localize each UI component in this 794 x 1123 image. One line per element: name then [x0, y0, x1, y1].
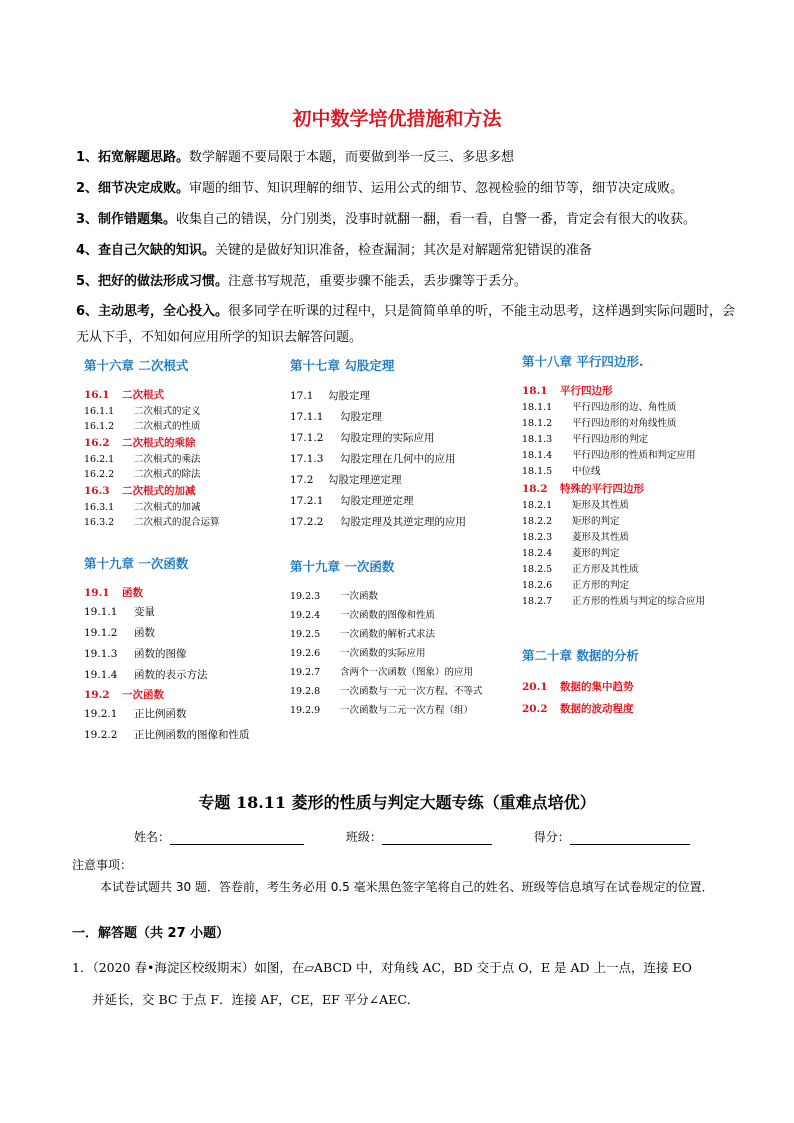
chapter-item-list	[290, 587, 510, 720]
toc-entry-text: 一次函数的实际应用	[340, 648, 426, 659]
toc-entry-text: 二次根式的除法	[134, 469, 201, 480]
toc-entry-number: 16.1.1	[84, 406, 115, 417]
question-1-line-2: 并延长，交 BC 于点 F．连接 AF，CE，EF 平分∠AEC．	[92, 992, 420, 1007]
toc-entry	[290, 644, 510, 663]
toc-entry	[84, 404, 284, 419]
toc-entry-text: 含两个一次函数（图象）的应用	[340, 667, 474, 678]
toc-entry-number: 19.2.5	[290, 629, 321, 640]
toc-entry	[522, 480, 732, 498]
toc-entry-text: 平行四边形的性质和判定应用	[572, 450, 696, 461]
toc-entry	[522, 400, 732, 416]
toc-entry-text: 函数的表示方法	[134, 669, 208, 681]
toc-entry-number: 19.2.2	[84, 729, 118, 741]
toc-entry-number: 19.2.7	[290, 667, 321, 678]
toc-entry-text: 函数的图像	[134, 648, 187, 660]
toc-entry	[290, 470, 510, 491]
toc-entry	[290, 606, 510, 625]
toc-entry-text: 中位线	[572, 466, 601, 477]
tip-text: 很多同学在听课的过程中，只是简简单单的听，不能主动思考，这样遇到实际问题时，会无从下手，不知如何应用所学的知识去解答问题。	[76, 304, 736, 345]
chapter-heading: 第十六章 二次根式	[84, 358, 189, 373]
toc-entry-number: 18.2.1	[522, 500, 553, 511]
tip-4	[76, 238, 736, 264]
toc-entry-text: 特殊的平行四边形	[560, 483, 644, 495]
chapter-heading: 第十七章 勾股定理	[290, 358, 395, 373]
toc-entry-text: 勾股定理	[340, 411, 382, 423]
toc-entry-text: 二次根式的定义	[134, 406, 201, 417]
toc-entry-text: 矩形及其性质	[572, 500, 630, 511]
toc-entry	[522, 562, 732, 578]
toc-entry	[84, 623, 284, 644]
toc-entry-number: 17.1.2	[290, 432, 324, 444]
toc-entry	[522, 546, 732, 562]
toc-entry-number: 18.2.7	[522, 596, 553, 607]
toc-entry-text: 数据的波动程度	[560, 703, 634, 715]
toc-column-1	[84, 356, 284, 746]
toc-entry-text: 勾股定理逆定理	[340, 495, 414, 507]
toc-entry-text: 二次根式的混合运算	[134, 517, 220, 528]
toc-entry	[522, 530, 732, 546]
toc-entry-number: 19.1.4	[84, 669, 118, 681]
toc-entry-number: 16.2.1	[84, 454, 115, 465]
toc-entry-number: 19.2.6	[290, 648, 321, 659]
toc-entry	[84, 644, 284, 665]
toc-entry	[84, 467, 284, 482]
tip-1	[76, 145, 736, 171]
tip-text: 收集自己的错误，分门别类，没事时就翻一翻，看一看，自警一番，肯定会有很大的收获。	[176, 212, 697, 227]
toc-entry	[522, 514, 732, 530]
toc-entry	[522, 676, 732, 698]
toc-entry-number: 19.2	[84, 689, 110, 701]
toc-entry-text: 数据的集中趋势	[560, 681, 634, 693]
chapter-heading: 第十九章 一次函数	[290, 559, 395, 574]
toc-entry	[290, 701, 510, 720]
toc-entry	[522, 448, 732, 464]
toc-entry-number: 18.2.2	[522, 516, 553, 527]
toc-entry-text: 正比例函数的图像和性质	[134, 729, 250, 741]
toc-entry-number: 17.1.1	[290, 411, 324, 423]
toc-entry-number: 19.1.1	[84, 606, 118, 618]
toc-entry	[84, 452, 284, 467]
toc-entry-number: 18.1.2	[522, 418, 553, 429]
notice-heading: 注意事项：	[72, 858, 133, 872]
tip-text: 注意书写规范，重要步骤不能丢，丢步骤等于丢分。	[228, 274, 528, 289]
toc-entry-number: 18.2.3	[522, 532, 553, 543]
toc-column-2	[290, 356, 510, 720]
toc-entry-text: 一次函数	[340, 591, 379, 602]
toc-entry-text: 平行四边形的边、角性质	[572, 402, 677, 413]
toc-entry	[84, 386, 284, 404]
chapter-heading: 第十九章 一次函数	[84, 556, 189, 571]
toc-entry	[290, 491, 510, 512]
toc-entry-number: 18.1.5	[522, 466, 553, 477]
class-field[interactable]	[382, 830, 492, 845]
toc-entry-number: 19.2.3	[290, 591, 321, 602]
toc-entry-number: 18.1.1	[522, 402, 553, 413]
toc-entry-number: 17.2.1	[290, 495, 324, 507]
chapter-item-list	[522, 382, 732, 610]
toc-entry-number: 19.1.3	[84, 648, 118, 660]
tip-label: 6、主动思考，全心投入。	[76, 304, 229, 319]
toc-entry-text: 矩形的判定	[572, 516, 620, 527]
toc-entry-number: 16.1	[84, 389, 110, 401]
toc-entry-text: 函数	[122, 587, 143, 599]
toc-entry	[290, 625, 510, 644]
tip-label: 4、查自己欠缺的知识。	[76, 243, 216, 258]
toc-entry-number: 18.1	[522, 385, 548, 397]
toc-entry-number: 16.1.2	[84, 421, 115, 432]
toc-entry-text: 一次函数的解析式求法	[340, 629, 436, 640]
toc-entry	[522, 498, 732, 514]
toc-entry-number: 18.2	[522, 483, 548, 495]
toc-entry-text: 二次根式的乘除	[122, 437, 196, 449]
toc-entry-text: 一次函数	[122, 689, 164, 701]
toc-entry-number: 19.2.9	[290, 705, 321, 716]
toc-entry-number: 18.1.4	[522, 450, 553, 461]
toc-entry-text: 二次根式的加减	[122, 485, 196, 497]
tip-3	[76, 207, 736, 233]
toc-entry-text: 勾股定理逆定理	[328, 474, 402, 486]
toc-entry	[522, 578, 732, 594]
toc-entry-number: 16.2	[84, 437, 110, 449]
toc-entry-number: 17.1.3	[290, 453, 324, 465]
toc-entry-number: 20.1	[522, 681, 548, 693]
toc-entry-number: 17.2.2	[290, 516, 324, 528]
notice-body: 本试卷试题共 30 题．答卷前，考生务必用 0.5 毫米黑色签字笔将自己的姓名、班级等信息填写在试卷规定的位置．	[100, 880, 714, 894]
toc-entry-text: 平行四边形	[560, 385, 613, 397]
toc-entry-number: 18.2.4	[522, 548, 553, 559]
toc-entry-text: 勾股定理在几何中的应用	[340, 453, 456, 465]
toc-entry-text: 一次函数与一元一次方程、不等式	[340, 686, 483, 697]
tip-label: 3、制作错题集。	[76, 212, 177, 227]
toc-entry	[84, 686, 284, 704]
chapter-item-list	[522, 676, 732, 720]
toc-entry-number: 19.2.8	[290, 686, 321, 697]
toc-entry-text: 二次根式的性质	[134, 421, 201, 432]
toc-entry	[84, 704, 284, 725]
toc-entry-number: 16.3	[84, 485, 110, 497]
chapter-item-list	[84, 386, 284, 530]
tip-text: 审题的细节、知识理解的细节、运用公式的细节、忽视检验的细节等，细节决定成败。	[189, 181, 684, 196]
toc-entry-text: 正方形的判定	[572, 580, 630, 591]
toc-entry-number: 18.2.6	[522, 580, 553, 591]
toc-entry	[522, 464, 732, 480]
toc-entry-text: 一次函数的图像和性质	[340, 610, 436, 621]
toc-entry-text: 二次根式的加减	[134, 502, 201, 513]
toc-entry	[290, 386, 510, 407]
toc-entry-text: 二次根式的乘法	[134, 454, 201, 465]
toc-entry	[290, 407, 510, 428]
toc-entry	[522, 594, 732, 610]
chapter-heading: 第二十章 数据的分析	[522, 648, 639, 663]
toc-entry	[84, 725, 284, 746]
toc-entry-text: 正比例函数	[134, 708, 187, 720]
toc-entry-number: 16.2.2	[84, 469, 115, 480]
toc-entry-text: 平行四边形的对角线性质	[572, 418, 677, 429]
toc-entry-number: 18.1.3	[522, 434, 553, 445]
toc-entry	[84, 584, 284, 602]
toc-entry-number: 16.3.1	[84, 502, 115, 513]
class-label: 班级：	[345, 830, 382, 844]
toc-entry	[522, 432, 732, 448]
toc-entry-text: 勾股定理及其逆定理的应用	[340, 516, 466, 528]
toc-entry-number: 16.3.2	[84, 517, 115, 528]
score-label: 得分：	[533, 830, 570, 844]
toc-entry	[84, 434, 284, 452]
toc-entry	[290, 449, 510, 470]
toc-column-3	[522, 352, 732, 720]
toc-entry	[84, 419, 284, 434]
tip-text: 数学解题不要局限于本题，而要做到举一反三、多思多想	[189, 150, 515, 165]
toc-entry-number: 19.1	[84, 587, 110, 599]
toc-entry	[84, 665, 284, 686]
toc-entry-number: 17.1	[290, 390, 314, 402]
toc-entry-text: 勾股定理的实际应用	[340, 432, 435, 444]
toc-entry	[290, 428, 510, 449]
toc-entry	[84, 515, 284, 530]
chapter-item-list	[290, 386, 510, 533]
question-1-line-1: 1．（2020 春•海淀区校级期末）如图，在▱ABCD 中，对角线 AC，BD 交于点 O，E 是 AD 上一点，连接 EO	[72, 960, 692, 975]
toc-entry	[290, 682, 510, 701]
tip-6	[76, 299, 736, 351]
toc-entry	[84, 602, 284, 623]
toc-entry-text: 正方形的性质与判定的综合应用	[572, 596, 706, 607]
tip-5	[76, 269, 736, 295]
tip-label: 1、拓宽解题思路。	[76, 150, 190, 165]
page-title: 初中数学培优措施和方法	[292, 108, 502, 130]
tip-label: 5、把好的做法形成习惯。	[76, 274, 229, 289]
toc-entry-number: 18.2.5	[522, 564, 553, 575]
toc-entry-number: 19.2.1	[84, 708, 118, 720]
toc-entry-text: 平行四边形的判定	[572, 434, 649, 445]
toc-entry-text: 一次函数与二元一次方程（组）	[340, 705, 474, 716]
toc-entry	[522, 382, 732, 400]
toc-entry-number: 17.2	[290, 474, 314, 486]
toc-entry-text: 函数	[134, 627, 155, 639]
toc-entry	[84, 482, 284, 500]
name-label: 姓名：	[134, 830, 171, 844]
section-title: 专题 18.11 菱形的性质与判定大题专练（重难点培优）	[198, 793, 596, 812]
toc-entry	[522, 698, 732, 720]
toc-entry-text: 二次根式	[122, 389, 164, 401]
chapter-heading: 第十八章 平行四边形.	[522, 354, 644, 369]
toc-entry-number: 19.2.4	[290, 610, 321, 621]
toc-entry	[84, 500, 284, 515]
tip-text: 关键的是做好知识准备，检查漏洞；其次是对解题常犯错误的准备	[215, 243, 593, 258]
toc-entry-text: 菱形及其性质	[572, 532, 630, 543]
toc-entry-text: 勾股定理	[328, 390, 370, 402]
toc-entry	[522, 416, 732, 432]
question-section-heading: 一．解答题（共 27 小题）	[72, 926, 230, 941]
student-info-fields	[134, 828, 690, 845]
toc-entry-number: 20.2	[522, 703, 548, 715]
toc-entry-text: 正方形及其性质	[572, 564, 639, 575]
chapter-item-list	[84, 584, 284, 746]
toc-entry	[290, 512, 510, 533]
toc-entry	[290, 663, 510, 682]
toc-entry-number: 19.1.2	[84, 627, 118, 639]
question-1	[72, 952, 732, 1016]
name-field[interactable]	[170, 830, 304, 845]
toc-entry-text: 菱形的判定	[572, 548, 620, 559]
tip-2	[76, 176, 736, 202]
toc-entry-text: 变量	[134, 606, 155, 618]
toc-entry	[290, 587, 510, 606]
score-field[interactable]	[570, 830, 690, 845]
tip-label: 2、细节决定成败。	[76, 181, 190, 196]
